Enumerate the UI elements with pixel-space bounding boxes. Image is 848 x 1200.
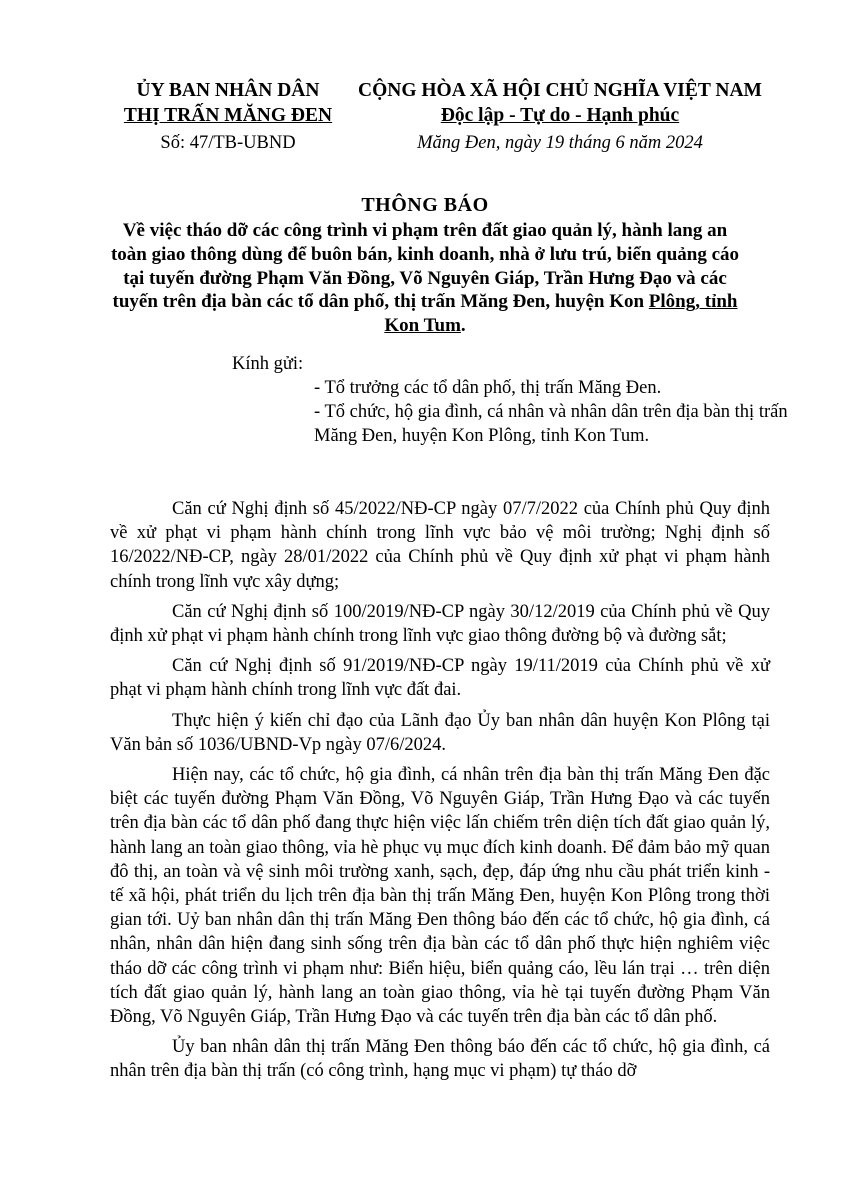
- document-number: [112, 131, 344, 155]
- body-paragraph: Ủy ban nhân dân thị trấn Măng Đen thông báo đến các tổ chức, hộ gia đình, cá nhân trên địa bàn thị trấn (có công trình, hạng mục vi phạm) tự tháo dỡ: [110, 1037, 770, 1082]
- body-paragraph: Căn cứ Nghị định số 91/2019/NĐ-CP ngày 19/11/2019 của Chính phủ về xử phạt vi phạm hành chính trong lĩnh vực đất đai.: [110, 656, 770, 701]
- notice-subject: [110, 219, 740, 338]
- agency-name-line2: THỊ TRẤN MĂNG ĐEN: [123, 105, 333, 126]
- national-motto-block: [344, 78, 776, 155]
- recipients-label: Kính gửi:: [232, 354, 304, 374]
- notice-title-block: [110, 192, 740, 338]
- national-name: CỘNG HÒA XÃ HỘI CHỦ NGHĨA VIỆT NAM: [358, 80, 762, 101]
- notice-subject-main: Về việc tháo dỡ các công trình vi phạm trên đất giao quản lý, hành lang an toàn giao thông dùng để buôn bán, kinh doanh, nhà ở lưu trú, biển quảng cáo tại tuyến đường Phạm Văn Đồng, Võ Nguyên Giáp, Trần Hưng Đạo và các tuyến trên địa bàn các tổ dân phố, thị trấn Măng Đen, huyện Kon: [110, 220, 740, 313]
- body-paragraph: Căn cứ Nghị định số 100/2019/NĐ-CP ngày 30/12/2019 của Chính phủ về Quy định xử phạt vi phạm hành chính trong lĩnh vực giao thông đường bộ và đường sắt;: [110, 601, 770, 647]
- document-number-suffix: /TB-UBND: [208, 133, 296, 153]
- recipient-item: - Tổ chức, hộ gia đình, cá nhân và nhân dân trên địa bàn thị trấn Măng Đen, huyện Kon Plông, tỉnh Kon Tum.: [314, 402, 788, 446]
- document-body: [110, 497, 770, 1090]
- document-number-value: 47: [189, 133, 209, 153]
- body-paragraph: Căn cứ Nghị định số 45/2022/NĐ-CP ngày 07/7/2022 của Chính phủ Quy định về xử phạt vi phạm hành chính trong lĩnh vực bảo vệ môi trường; Nghị định số 16/2022/NĐ-CP, ngày 28/01/2022 của Chính phủ về Quy định xử phạt vi phạm hành chính trong lĩnh vực xây dựng;: [110, 499, 770, 592]
- notice-subject-end: .: [460, 315, 466, 337]
- issuing-agency-block: [112, 78, 344, 155]
- national-motto: Độc lập - Tự do - Hạnh phúc: [440, 105, 680, 126]
- body-paragraph: Hiện nay, các tổ chức, hộ gia đình, cá nhân trên địa bàn thị trấn Măng Đen đặc biệt các tuyến đường Phạm Văn Đồng, Võ Nguyên Giáp, Trần Hưng Đạo và các tuyến trên địa bàn các tổ dân phố đang thực hiện việc lấn chiếm trên diện tích đất giao quản lý, hành lang an toàn giao thông, vỉa hè phục vụ mục đích kinh doanh. Để đảm bảo mỹ quan đô thị, an toàn và vệ sinh môi trường xanh, sạch, đẹp, đáp ứng nhu cầu phát triển kinh - tế xã hội, phát triển du lịch trên địa bàn thị trấn Măng Đen, huyện Kon Plông trong thời gian tới. Uỷ ban nhân dân thị trấn Măng Đen thông báo đến các tổ chức, hộ gia đình, cá nhân, nhân dân hiện đang sinh sống trên địa bàn các tổ dân phố thực hiện nghiêm việc tháo dỡ các công trình vi phạm như: Biển hiệu, biển quảng cáo, lều lán trại … trên diện tích đất giao quản lý, hành lang an toàn giao thông, vỉa hè tại tuyến đường Phạm Văn Đồng, Võ Nguyên Giáp, Trần Hưng Đạo và các tuyến trên địa bàn các tổ dân phố.: [110, 765, 770, 1028]
- recipient-item: - Tổ trưởng các tổ dân phố, thị trấn Măng Đen.: [314, 378, 662, 398]
- recipients-block: [232, 352, 792, 448]
- document-date: Măng Đen, ngày 19 tháng 6 năm 2024: [417, 133, 703, 153]
- body-paragraph: Thực hiện ý kiến chỉ đạo của Lãnh đạo Ủy ban nhân dân huyện Kon Plông tại Văn bản số 1036/UBND-Vp ngày 07/6/2024.: [110, 710, 770, 755]
- document-number-prefix: Số:: [160, 133, 186, 153]
- agency-name-line1: ỦY BAN NHÂN DÂN: [136, 80, 320, 101]
- notice-subject-tail: Plông, tỉnh Kon Tum: [384, 291, 738, 337]
- notice-title: THÔNG BÁO: [361, 194, 489, 216]
